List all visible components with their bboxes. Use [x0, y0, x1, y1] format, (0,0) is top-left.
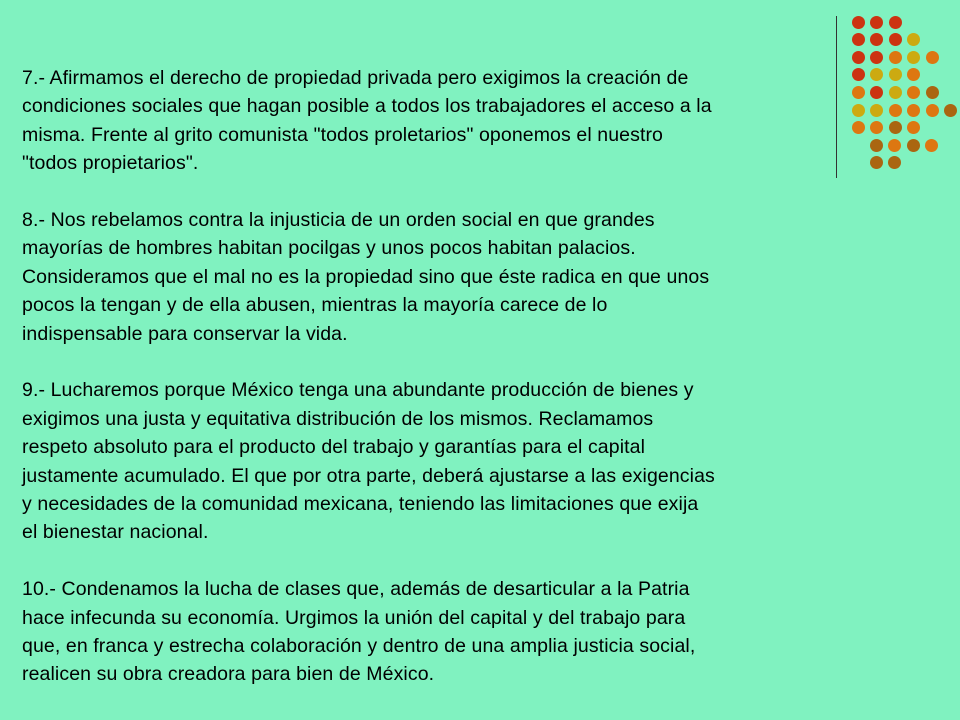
paragraph-line: realicen su obra creadora para bien de México. [22, 663, 435, 686]
paragraph-line: 10.- Condenamos la lucha de clases que, además de desarticular a la Patria [22, 578, 690, 601]
decorative-dot [852, 16, 865, 29]
paragraph-line: "todos propietarios". [22, 152, 199, 175]
paragraph-line: Consideramos que el mal no es la propiedad sino que éste radica en que unos [22, 265, 710, 288]
decorative-dot [926, 86, 939, 99]
decorative-dot [926, 51, 939, 64]
paragraph-line: justamente acumulado. El que por otra parte, deberá ajustarse a las exigencias [22, 464, 715, 487]
decorative-dot [889, 16, 902, 29]
paragraph-line: 8.- Nos rebelamos contra la injusticia de un orden social en que grandes [22, 209, 655, 232]
paragraph-9 [22, 376, 882, 546]
paragraph-line: exigimos una justa y equitativa distribución de los mismos. Reclamamos [22, 407, 654, 430]
decorative-dot [944, 104, 957, 117]
decorative-dot [926, 104, 939, 117]
paragraph-line: y necesidades de la comunidad mexicana, teniendo las limitaciones que exija [22, 493, 699, 516]
paragraph-line: hace infecunda su economía. Urgimos la unión del capital y del trabajo para [22, 606, 686, 629]
decorative-dot [907, 86, 920, 99]
decorative-dot [889, 104, 902, 117]
decorative-dot [852, 51, 865, 64]
decorative-dot [870, 33, 883, 46]
slide-body [22, 64, 882, 717]
decorative-dot [907, 51, 920, 64]
decorative-dot [889, 86, 902, 99]
paragraph-line: respeto absoluto para el producto del trabajo y garantías para el capital [22, 436, 646, 459]
paragraph-line: 7.- Afirmamos el derecho de propiedad privada pero exigimos la creación de [22, 67, 689, 89]
decorative-dot [889, 33, 902, 46]
paragraph-line: pocos la tengan y de ella abusen, mientras la mayoría carece de lo [22, 294, 608, 317]
paragraph-7 [22, 64, 882, 178]
decorative-dot [889, 68, 902, 81]
paragraph-line: condiciones sociales que hagan posible a todos los trabajadores el acceso a la [22, 95, 712, 118]
decorative-dot [907, 68, 920, 81]
paragraph-8 [22, 206, 882, 348]
paragraph-line: indispensable para conservar la vida. [22, 322, 348, 345]
paragraph-line: misma. Frente al grito comunista "todos proletarios" oponemos el nuestro [22, 123, 664, 146]
decorative-dot [925, 139, 938, 152]
paragraph-line: mayorías de hombres habitan pocilgas y unos pocos habitan palacios. [22, 237, 636, 260]
decorative-dot [870, 16, 883, 29]
decorative-dot [870, 51, 883, 64]
decorative-dot [907, 104, 920, 117]
decorative-dot [907, 121, 920, 134]
decorative-dot [888, 139, 901, 152]
decorative-dot [852, 33, 865, 46]
decorative-dot [907, 33, 920, 46]
decorative-dot [889, 121, 902, 134]
decorative-dot [888, 156, 901, 169]
paragraph-line: el bienestar nacional. [22, 521, 209, 544]
paragraph-line: 9.- Lucharemos porque México tenga una abundante producción de bienes y [22, 379, 694, 402]
paragraph-line: que, en franca y estrecha colaboración y dentro de una amplia justicia social, [22, 635, 696, 658]
decorative-dot [907, 139, 920, 152]
decorative-dot [889, 51, 902, 64]
paragraph-10 [22, 575, 882, 689]
